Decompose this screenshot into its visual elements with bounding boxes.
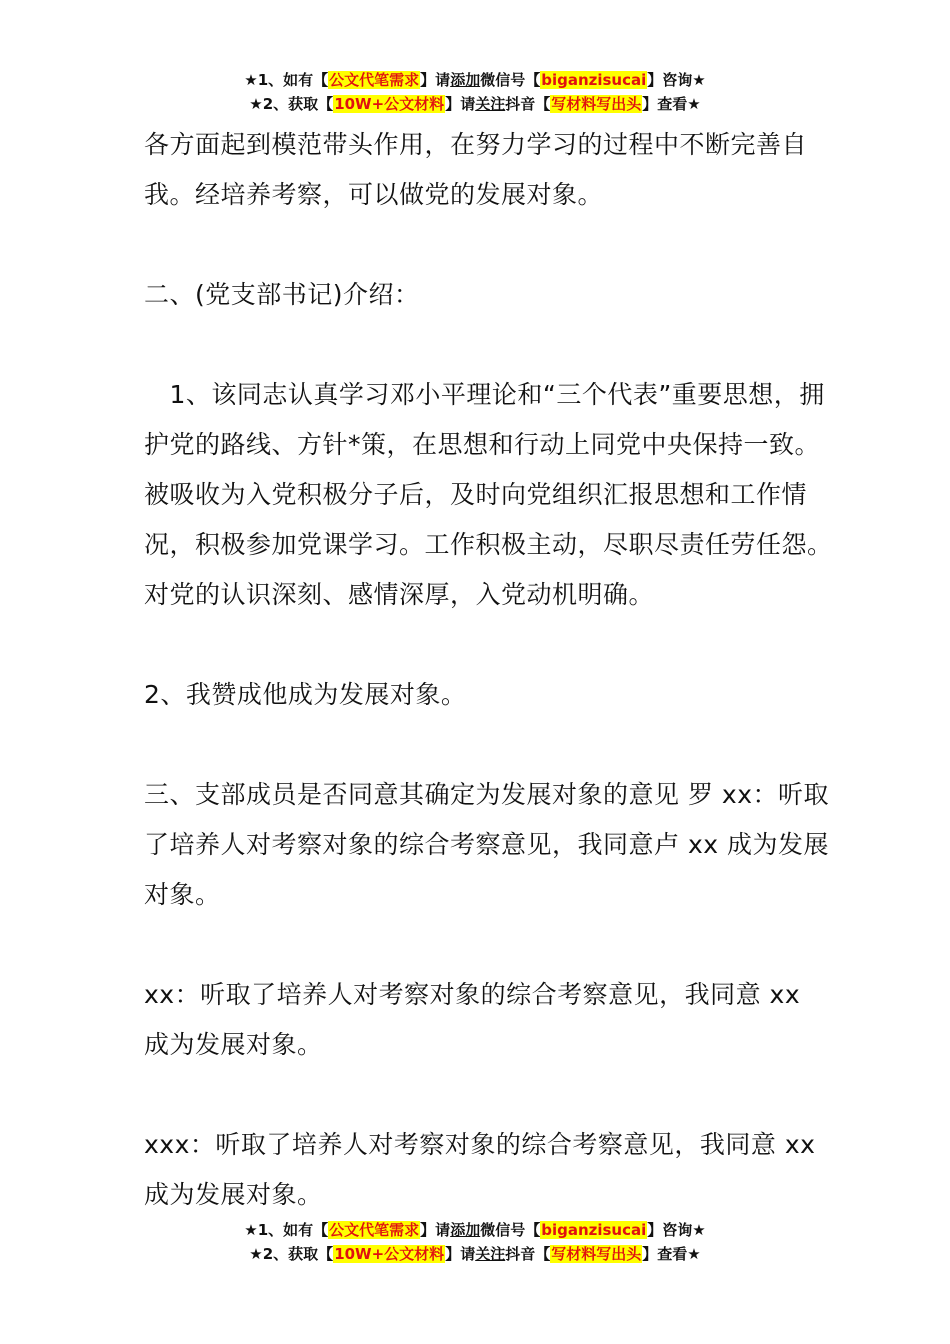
promo-2-material-highlight: 10W+公文材料 bbox=[334, 95, 445, 113]
promo-2-douyin-highlight: 写材料写出头 bbox=[551, 95, 642, 113]
promo-1-suffix: 】咨询★ bbox=[647, 1221, 706, 1239]
top-promo-banner bbox=[0, 68, 950, 116]
promo-line-1 bbox=[0, 68, 950, 92]
promo-2-mid1: 】请 bbox=[445, 1245, 476, 1263]
paragraph-3: 1、该同志认真学习邓小平理论和“三个代表”重要思想，拥护党的路线、方针*策，在思想和行动上同党中央保持一致。被吸收为入党积极分子后，及时向党组织汇报思想和工作情况，积极参加党课学习。工作积极主动，尽职尽责任劳任怨。对党的认识深刻、感情深厚，入党动机明确。 bbox=[144, 380, 833, 609]
promo-2-emph: 关注 bbox=[475, 95, 506, 113]
promo-1-prefix: ★1、如有【 bbox=[244, 1221, 329, 1239]
promo-2-mid2: 抖音【 bbox=[505, 95, 551, 113]
section-heading-2: 二、(党支部书记)介绍： bbox=[144, 280, 420, 309]
promo-1-mid2: 微信号【 bbox=[480, 1221, 541, 1239]
promo-2-emph: 关注 bbox=[475, 1245, 506, 1263]
promo-1-prefix: ★1、如有【 bbox=[244, 71, 329, 89]
promo-1-emph: 添加 bbox=[450, 1221, 481, 1239]
promo-1-service-highlight: 公文代笔需求 bbox=[329, 1221, 420, 1239]
paragraph-5: 三、支部成员是否同意其确定为发展对象的意见 罗 xx：听取了培养人对考察对象的综合考察意见，我同意卢 xx 成为发展对象。 bbox=[144, 780, 829, 909]
promo-2-mid2: 抖音【 bbox=[505, 1245, 551, 1263]
bottom-promo-banner bbox=[0, 1218, 950, 1266]
promo-1-emph: 添加 bbox=[450, 71, 481, 89]
promo-2-suffix: 】查看★ bbox=[642, 95, 701, 113]
promo-2-douyin-highlight: 写材料写出头 bbox=[551, 1245, 642, 1263]
promo-1-suffix: 】咨询★ bbox=[647, 71, 706, 89]
promo-2-material-highlight: 10W+公文材料 bbox=[334, 1245, 445, 1263]
promo-line-1 bbox=[0, 1218, 950, 1242]
promo-1-mid1: 】请 bbox=[420, 1221, 451, 1239]
paragraph-7: xxx：听取了培养人对考察对象的综合考察意见，我同意 xx 成为发展对象。 bbox=[144, 1130, 816, 1209]
promo-1-wechat-highlight: biganzisucai bbox=[541, 71, 647, 89]
promo-line-2 bbox=[0, 92, 950, 116]
promo-1-service-highlight: 公文代笔需求 bbox=[329, 71, 420, 89]
promo-2-mid1: 】请 bbox=[445, 95, 476, 113]
paragraph-6: xx：听取了培养人对考察对象的综合考察意见，我同意 xx 成为发展对象。 bbox=[144, 980, 801, 1059]
promo-2-suffix: 】查看★ bbox=[642, 1245, 701, 1263]
promo-1-mid1: 】请 bbox=[420, 71, 451, 89]
promo-2-prefix: ★2、获取【 bbox=[249, 1245, 334, 1263]
document-body bbox=[144, 120, 834, 1220]
promo-2-prefix: ★2、获取【 bbox=[249, 95, 334, 113]
promo-line-2 bbox=[0, 1242, 950, 1266]
promo-1-wechat-highlight: biganzisucai bbox=[541, 1221, 647, 1239]
paragraph-4: 2、我赞成他成为发展对象。 bbox=[144, 680, 467, 709]
promo-1-mid2: 微信号【 bbox=[480, 71, 541, 89]
paragraph-1: 各方面起到模范带头作用，在努力学习的过程中不断完善自我。经培养考察，可以做党的发展对象。 bbox=[144, 130, 808, 209]
